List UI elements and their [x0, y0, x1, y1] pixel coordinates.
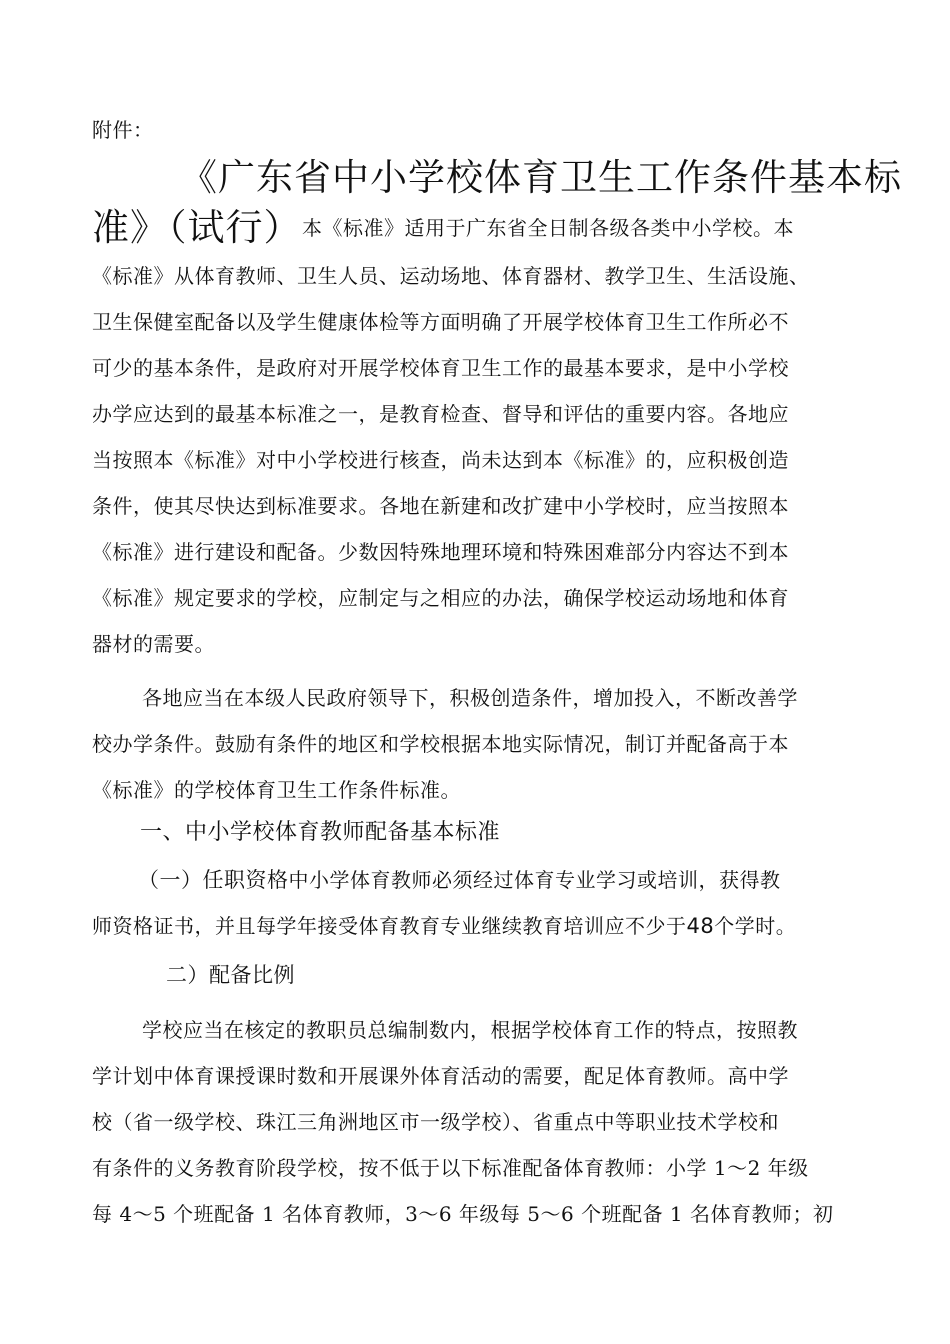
document-title-line-2: 准》（试行）: [92, 206, 302, 249]
intro-inline-text: 本《标准》适用于广东省全日制各级各类中小学校。本: [302, 216, 794, 240]
section-1-heading: 一、中小学校体育教师配备基本标准: [140, 820, 501, 845]
section-1-sub1-line-2: [92, 912, 796, 940]
section-1-sub1-hours: 48: [686, 914, 715, 938]
section-1-para-line-3: 校（省一级学校、珠江三角洲地区市一级学校）、省重点中等职业技术学校和: [92, 1110, 779, 1134]
section-1-para-line-4: 有条件的义务教育阶段学校，按不低于以下标准配备体育教师：小学 1～2 年级: [92, 1156, 809, 1180]
document-title-line-1: 《广东省中小学校体育卫生工作条件基本标: [180, 156, 902, 199]
intro-line-3: 可少的基本条件，是政府对开展学校体育卫生工作的最基本要求，是中小学校: [92, 356, 789, 380]
intro-line-7: 《标准》进行建设和配备。少数因特殊地理环境和特殊困难部分内容达不到本: [92, 540, 789, 564]
section-1-para-line-2: 学计划中体育课授课时数和开展课外体育活动的需要，配足体育教师。高中学: [92, 1064, 789, 1088]
intro-line-5: 当按照本《标准》对中小学校进行核查，尚未达到本《标准》的，应积极创造: [92, 448, 789, 472]
section-1-sub1-heading: （一）任职资格: [138, 868, 289, 892]
intro-line-6: 条件，使其尽快达到标准要求。各地在新建和改扩建中小学校时，应当按照本: [92, 494, 789, 518]
section-1-sub1-line-1: [138, 866, 781, 894]
section-1-sub1-text-1: 中小学体育教师必须经过体育专业学习或培训，获得教: [288, 868, 781, 892]
section-1-sub2-heading: 二）配备比例: [166, 963, 295, 987]
para2-line-2: 校办学条件。鼓励有条件的地区和学校根据本地实际情况，制订并配备高于本: [92, 732, 789, 756]
section-1-sub1-text-2-end: 个学时。: [714, 914, 797, 938]
section-1-para-line-5: 每 4～5 个班配备 1 名体育教师，3～6 年级每 5～6 个班配备 1 名体育教师；初: [92, 1202, 834, 1226]
attachment-label: 附件：: [92, 118, 154, 142]
intro-line-4: 办学应达到的最基本标准之一，是教育检查、督导和评估的重要内容。各地应: [92, 402, 789, 426]
section-1-para-line-1: 学校应当在核定的教职员总编制数内，根据学校体育工作的特点，按照教: [142, 1018, 798, 1042]
intro-line-1: 《标准》从体育教师、卫生人员、运动场地、体育器材、教学卫生、生活设施、: [92, 264, 810, 288]
intro-line-2: 卫生保健室配备以及学生健康体检等方面明确了开展学校体育卫生工作所必不: [92, 310, 789, 334]
section-1-sub1-text-2: 师资格证书，并且每学年接受体育教育专业继续教育培训应不少于: [92, 914, 687, 938]
intro-line-8: 《标准》规定要求的学校，应制定与之相应的办法，确保学校运动场地和体育: [92, 586, 789, 610]
para2-line-1: 各地应当在本级人民政府领导下，积极创造条件，增加投入，不断改善学: [142, 686, 798, 710]
para2-line-3: 《标准》的学校体育卫生工作条件标准。: [92, 778, 461, 802]
intro-line-9: 器材的需要。: [92, 632, 215, 656]
